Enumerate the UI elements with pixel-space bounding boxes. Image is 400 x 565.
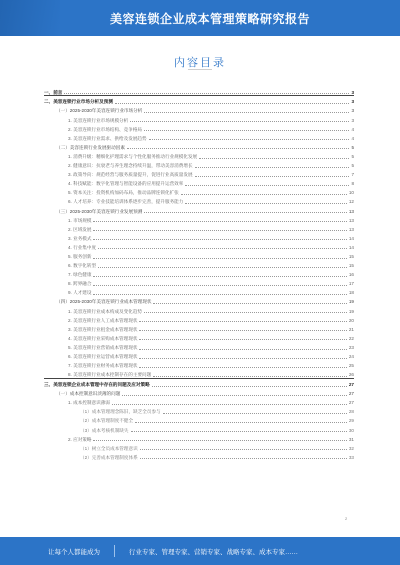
toc-entry-page: 14	[348, 235, 354, 241]
toc-dot-leader	[144, 312, 347, 313]
toc-entry-page: 4	[351, 126, 354, 132]
toc-entry-page: 4	[351, 135, 354, 141]
page-number: 2	[345, 516, 348, 521]
toc-dot-leader	[98, 248, 347, 249]
toc-entry-title: （四）2025-2030年美容连锁行业成本管理现状	[56, 299, 152, 305]
toc-dot-leader	[144, 112, 349, 113]
toc-entry-page: 14	[348, 244, 354, 250]
toc-entry[interactable]	[44, 214, 354, 223]
toc-entry-page: 10	[348, 190, 354, 196]
toc-entry[interactable]	[44, 323, 354, 332]
toc-entry-title: 8. 美容连锁行业成本控制存在的主要问题	[68, 372, 152, 378]
toc-entry-page: 33	[348, 454, 354, 460]
toc-entry-title: 一、前言	[44, 89, 63, 95]
toc-entry-title: 2. 美容连锁行业人工成本管理现状	[68, 317, 138, 323]
toc-entry-title: 1. 美容连锁行业成本构成及变化趋势	[68, 308, 143, 314]
toc-entry-title: 1. 成本控制意识薄弱	[68, 400, 110, 406]
toc-dot-leader	[112, 404, 347, 405]
toc-entry-title: 2. 美容连锁行业市场结构、竞争格局	[68, 126, 143, 132]
report-header	[0, 0, 400, 36]
toc-entry[interactable]	[44, 379, 354, 388]
toc-entry-title: 5. 资本关注：投资机构加码布局，推动品牌连锁化扩张	[68, 190, 179, 196]
toc-entry-title: 7. 绿色健康	[68, 272, 92, 278]
toc-dot-leader	[93, 239, 346, 240]
toc-entry-title: 6. 人才培养：专业技能培训体系逐步完善，提升服务能力	[68, 199, 184, 205]
toc-entry-page: 5	[351, 144, 354, 150]
toc-entry-title: （2）成本管理制度不健全	[80, 418, 134, 424]
toc-dot-leader	[185, 185, 349, 186]
toc-heading: 内容目录	[174, 57, 226, 69]
toc-dot-leader	[185, 203, 347, 204]
toc-entry[interactable]	[44, 305, 354, 314]
toc-dot-leader	[144, 212, 347, 213]
toc-entry-title: 1. 美容连锁行业市场规模分析	[68, 117, 129, 123]
toc-entry-page: 23	[348, 344, 354, 350]
toc-entry[interactable]	[44, 406, 354, 415]
toc-dot-leader	[140, 458, 347, 459]
toc-entry-page: 27	[348, 382, 354, 388]
toc-entry-title: （二）美容连锁行业发展驱动因素	[56, 144, 125, 150]
toc-dot-leader	[149, 139, 350, 140]
toc-entry[interactable]	[44, 442, 354, 451]
toc-entry[interactable]	[44, 223, 354, 232]
toc-dot-leader	[131, 431, 347, 432]
toc-entry[interactable]	[44, 269, 354, 278]
toc-entry-title: 8. 跨界融合	[68, 281, 92, 287]
toc-heading-underline	[188, 69, 212, 70]
toc-entry-title: （一）成本控制意识淡薄的问题	[56, 391, 121, 397]
toc-entry-title: 4. 行业集中度	[68, 244, 97, 250]
toc-entry-title: 3. 政策导向：规范经营与服务质量提升，促进行业高质量发展	[68, 172, 193, 178]
toc-entry[interactable]	[44, 250, 354, 259]
toc-entry-page: 22	[348, 335, 354, 341]
toc-dot-leader	[139, 349, 346, 350]
toc-entry[interactable]	[44, 397, 354, 406]
toc-entry[interactable]	[44, 141, 354, 150]
toc-entry-title: 3. 美容连锁行业租金成本管理现状	[68, 326, 138, 332]
toc-entry[interactable]	[44, 187, 354, 196]
toc-entry[interactable]	[44, 351, 354, 360]
toc-dot-leader	[152, 386, 347, 387]
toc-entry-page: 13	[348, 226, 354, 232]
toc-dot-leader	[195, 176, 350, 177]
toc-entry[interactable]	[44, 341, 354, 350]
toc-entry-title: （三）2025-2030年美容连锁行业发展预测	[56, 208, 143, 214]
toc-entry-page: 5	[351, 153, 354, 159]
toc-dot-leader	[93, 258, 346, 259]
toc-entry-title: （一）2025-2030年美容连锁行业市场分析	[56, 108, 143, 114]
toc-entry-page: 17	[348, 281, 354, 287]
toc-entry[interactable]	[44, 278, 354, 287]
toc-entry[interactable]	[44, 260, 354, 269]
toc-entry-title: 3. 美容连锁行业需求、供给及发展趋势	[68, 135, 147, 141]
toc-entry-title: （3）成本考核机制缺失	[80, 427, 129, 433]
toc-entry[interactable]	[44, 424, 354, 433]
toc-entry[interactable]	[44, 105, 354, 114]
toc-entry-page: 32	[348, 445, 354, 451]
toc-entry-title: 1. 消费升级：精细化护理需求与个性化服务推动行业规模化发展	[68, 153, 198, 159]
toc-dot-leader	[135, 422, 347, 423]
toc-entry-page: 30	[348, 427, 354, 433]
toc-entry-title: 4. 科技赋能：数字化管理与智能设备的应用提升运营效率	[68, 181, 184, 187]
toc-dot-leader	[153, 303, 346, 304]
toc-entry-title: 二、美容连锁行业市场分析及预测	[44, 99, 113, 105]
toc-dot-leader	[93, 276, 346, 277]
toc-entry-page: 26	[348, 372, 354, 378]
toc-dot-leader	[199, 158, 349, 159]
toc-entry-page: 15	[348, 263, 354, 269]
toc-entry-title: （1）树立全员成本管理意识	[80, 445, 138, 451]
footer-divider	[114, 545, 115, 557]
toc-dot-leader	[122, 395, 347, 396]
toc-entry-title: 5. 服务创新	[68, 253, 92, 259]
toc-entry-page: 19	[348, 299, 354, 305]
toc-entry-page: 27	[348, 400, 354, 406]
toc-entry[interactable]	[44, 388, 354, 397]
toc-dot-leader	[163, 413, 347, 414]
toc-entry-title: 9. 人才建设	[68, 290, 92, 296]
toc-dot-leader	[139, 358, 346, 359]
toc-dot-leader	[93, 294, 346, 295]
header-decoration	[0, 0, 60, 36]
toc-entry-title: 1. 市场规模	[68, 217, 92, 223]
toc-entry[interactable]	[44, 241, 354, 250]
toc-entry-title: 2. 健康意识：抗衰老与养生理念持续升温，带动美容消费增长	[68, 163, 193, 169]
toc-dot-leader	[93, 285, 346, 286]
toc-entry[interactable]	[44, 287, 354, 296]
toc-dot-leader	[153, 376, 347, 377]
toc-dot-leader	[139, 339, 346, 340]
toc-entry-title: 3. 业务模式	[68, 235, 92, 241]
toc-dot-leader	[130, 121, 349, 122]
toc-entry-title: 4. 美容连锁行业采购成本管理现状	[68, 335, 138, 341]
report-title: 美容连锁企业成本管理策略研究报告	[109, 11, 310, 26]
toc-entry[interactable]	[44, 332, 354, 341]
toc-dot-leader	[140, 449, 347, 450]
toc-entry-page: 13	[348, 208, 354, 214]
toc-entry-page: 3	[351, 89, 354, 95]
footer-tagline: 行业专家、管理专家、营销专家、战略专家、成本专家……	[129, 548, 298, 556]
toc-entry-title: 三、美容连锁企业成本管理中存在的问题及应对策略	[44, 382, 150, 388]
toc-entry-page: 25	[348, 363, 354, 369]
toc-entry[interactable]	[44, 415, 354, 424]
toc-entry-title: 7. 美容连锁行业财务成本管理现状	[68, 363, 138, 369]
toc-entry-page: 8	[351, 181, 354, 187]
toc-entry-title: 2. 区域发展	[68, 226, 92, 232]
toc-entry[interactable]	[44, 150, 354, 159]
toc-entry[interactable]	[44, 86, 354, 95]
toc-dot-leader	[139, 367, 346, 368]
toc-dot-leader	[127, 148, 350, 149]
report-footer	[0, 537, 400, 565]
toc-entry[interactable]	[44, 232, 354, 241]
toc-entry[interactable]	[44, 205, 354, 214]
toc-entry-page: 12	[348, 199, 354, 205]
toc-entry[interactable]	[44, 123, 354, 132]
toc-entry-page: 3	[351, 99, 354, 105]
toc-entry-page: 18	[348, 290, 354, 296]
toc-entry-page: 13	[348, 217, 354, 223]
toc-entry[interactable]	[44, 433, 354, 442]
toc-entry-page: 7	[351, 172, 354, 178]
toc-entry-title: （1）成本管理理念陈旧，缺乏全员参与	[80, 409, 161, 415]
toc-entry-page: 5	[351, 163, 354, 169]
toc-dot-leader	[115, 103, 350, 104]
toc-entry-page: 31	[348, 436, 354, 442]
toc-dot-leader	[144, 130, 349, 131]
toc-entry[interactable]	[44, 314, 354, 323]
footer-slogan: 让每个人都能成为	[48, 548, 100, 556]
toc-dot-leader	[93, 230, 346, 231]
toc-entry[interactable]	[44, 196, 354, 205]
toc-dot-leader	[93, 440, 346, 441]
toc-entry-page: 20	[348, 317, 354, 323]
toc-dot-leader	[98, 267, 347, 268]
toc-entry-title: 2. 应对策略	[68, 436, 92, 442]
toc-entry-page: 21	[348, 326, 354, 332]
toc-entry[interactable]	[44, 360, 354, 369]
toc-entry[interactable]	[44, 96, 354, 105]
toc-entry[interactable]	[44, 160, 354, 169]
toc-entry[interactable]	[44, 178, 354, 187]
toc-entry-title: 6. 美容连锁行业运营成本管理现状	[68, 354, 138, 360]
toc-entry[interactable]	[44, 369, 354, 378]
toc-entry-page: 3	[351, 117, 354, 123]
table-of-contents	[44, 86, 354, 460]
toc-entry-title: 5. 美容连锁行业营销成本管理现状	[68, 344, 138, 350]
toc-entry[interactable]	[44, 132, 354, 141]
toc-entry-page: 28	[348, 409, 354, 415]
toc-entry-page: 15	[348, 253, 354, 259]
toc-entry-page: 29	[348, 418, 354, 424]
toc-entry-page: 24	[348, 354, 354, 360]
toc-entry[interactable]	[44, 451, 354, 460]
toc-dot-leader	[139, 321, 346, 322]
toc-entry[interactable]	[44, 169, 354, 178]
toc-entry-title: （2）完善成本管理制度体系	[80, 454, 138, 460]
toc-entry-title: 6. 数字化转型	[68, 263, 97, 269]
toc-dot-leader	[181, 194, 347, 195]
toc-entry[interactable]	[44, 296, 354, 305]
toc-dot-leader	[93, 221, 346, 222]
toc-entry-page: 27	[348, 391, 354, 397]
toc-entry-page: 3	[351, 108, 354, 114]
toc-dot-leader	[139, 330, 346, 331]
toc-entry-page: 19	[348, 308, 354, 314]
toc-entry[interactable]	[44, 114, 354, 123]
toc-dot-leader	[195, 167, 350, 168]
toc-dot-leader	[64, 93, 349, 94]
toc-entry-page: 16	[348, 272, 354, 278]
